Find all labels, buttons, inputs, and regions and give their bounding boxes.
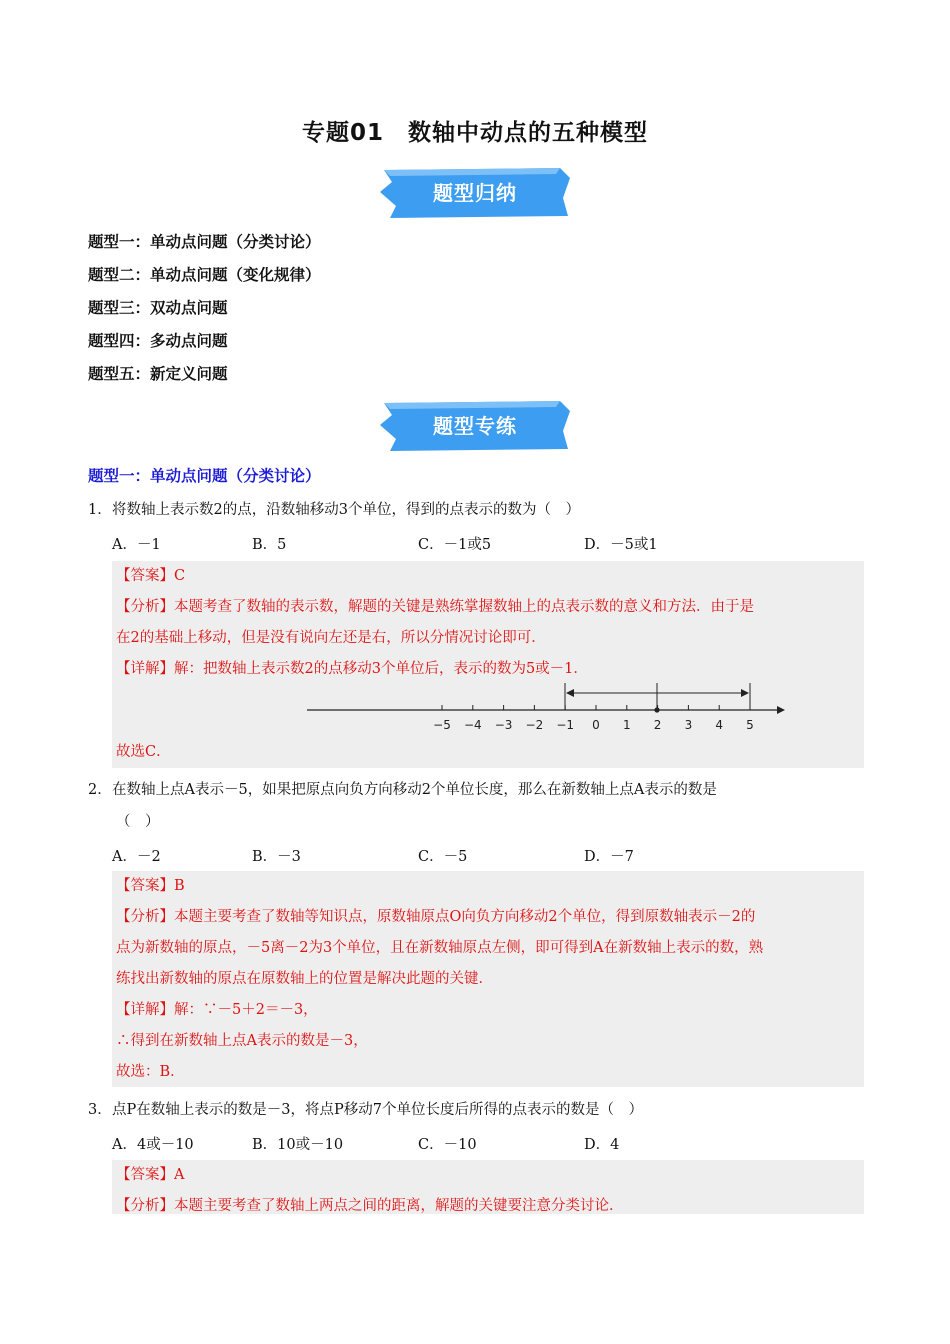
question-1-options: [112, 533, 872, 557]
option-b: B．－3: [252, 849, 301, 865]
option-a: A．－1: [112, 537, 161, 553]
topic-item: 题型五：新定义问题: [88, 364, 228, 383]
practice-banner-label: 题型专练: [433, 414, 517, 438]
topic-list: [88, 228, 321, 393]
question-number: 1．: [88, 502, 112, 518]
conclusion-line: 故选：B．: [116, 1064, 185, 1080]
question-2: [88, 779, 717, 801]
answer-box-2: [112, 871, 864, 1087]
tick-label: −2: [525, 718, 544, 732]
analysis-line: 点为新数轴的原点，－5离－2为3个单位，且在新数轴原点左侧，即可得到A在新数轴上表示的数，熟: [116, 940, 764, 956]
question-2-options: [112, 845, 872, 869]
tick-label: 5: [746, 718, 754, 732]
answer-box-1: [112, 561, 864, 768]
page-title: 专题01 数轴中动点的五种模型: [301, 120, 648, 146]
question-3: [88, 1099, 643, 1121]
tick-label: −4: [463, 718, 482, 732]
topic-item: 题型四：多动点问题: [88, 331, 228, 350]
practice-banner: [380, 401, 570, 451]
left-arrowhead-icon: [566, 689, 574, 697]
point-dot: [654, 707, 659, 712]
option-b: B．5: [252, 537, 287, 553]
answer-line: 【答案】B: [116, 878, 185, 894]
question-number: 2．: [88, 782, 112, 798]
answer-line: 【答案】C: [116, 568, 186, 584]
tick-label: −5: [433, 718, 451, 732]
question-stem: 将数轴上表示数2的点，沿数轴移动3个单位，得到的点表示的数为（ ）: [112, 502, 580, 518]
topic-item: 题型二：单动点问题（变化规律）: [88, 265, 321, 284]
number-line-diagram: [307, 683, 787, 741]
detail-line: 【详解】解：把数轴上表示数2的点移动3个单位后，表示的数为5或－1．: [116, 661, 588, 677]
topic-item: 题型一：单动点问题（分类讨论）: [88, 232, 321, 251]
therefore-line: ∴得到在新数轴上点A表示的数是－3，: [116, 1033, 368, 1049]
option-c: C．－10: [418, 1137, 477, 1153]
analysis-line: 【分析】本题主要考查了数轴上两点之间的距离，解题的关键要注意分类讨论．: [116, 1198, 624, 1214]
right-arrowhead-icon: [741, 689, 749, 697]
question-1: [88, 499, 580, 521]
tick-label: 0: [592, 718, 600, 732]
analysis-line: 【分析】本题主要考查了数轴等知识点，原数轴原点O向负方向移动2个单位，得到原数轴表示－2的: [116, 909, 756, 925]
section-heading: 题型一：单动点问题（分类讨论）: [88, 466, 321, 485]
question-3-options: [112, 1133, 872, 1157]
tick-label: 2: [653, 718, 662, 732]
option-d: D．4: [584, 1137, 620, 1153]
analysis-line: 练找出新数轴的原点在原数轴上的位置是解决此题的关键．: [116, 971, 493, 987]
option-c: C．－1或5: [418, 537, 492, 553]
axis-arrow-icon: [777, 706, 785, 714]
analysis-line: 【分析】本题考查了数轴的表示数，解题的关键是熟练掌握数轴上的点表示数的意义和方法．由于是: [116, 599, 754, 615]
option-d: D．－5或1: [584, 537, 658, 553]
tick-label: −3: [494, 718, 513, 732]
answer-box-3: [112, 1160, 864, 1214]
option-a: A．4或－10: [112, 1137, 194, 1153]
analysis-line: 在2的基础上移动，但是没有说向左还是右，所以分情况讨论即可．: [116, 630, 546, 646]
answer-line: 【答案】A: [116, 1167, 185, 1183]
tick-label: 1: [622, 718, 631, 732]
option-a: A．－2: [112, 849, 161, 865]
topic-item: 题型三：双动点问题: [88, 298, 228, 317]
option-b: B．10或－10: [252, 1137, 344, 1153]
question-number: 3．: [88, 1102, 112, 1118]
detail-line: 【详解】解：∵－5＋2＝－3，: [116, 1002, 318, 1018]
question-2-bracket: （ ）: [116, 814, 160, 830]
summary-banner-label: 题型归纳: [433, 181, 517, 205]
tick-label: −1: [556, 718, 575, 732]
summary-banner: [380, 168, 570, 218]
option-c: C．－5: [418, 849, 468, 865]
conclusion-line: 故选C．: [116, 744, 171, 760]
option-d: D．－7: [584, 849, 634, 865]
tick-label: 4: [715, 718, 724, 732]
question-stem: 点P在数轴上表示的数是－3，将点P移动7个单位长度后所得的点表示的数是（ ）: [112, 1102, 643, 1118]
tick-label: 3: [684, 718, 693, 732]
question-stem: 在数轴上点A表示－5，如果把原点向负方向移动2个单位长度，那么在新数轴上点A表示的数是: [112, 782, 717, 798]
